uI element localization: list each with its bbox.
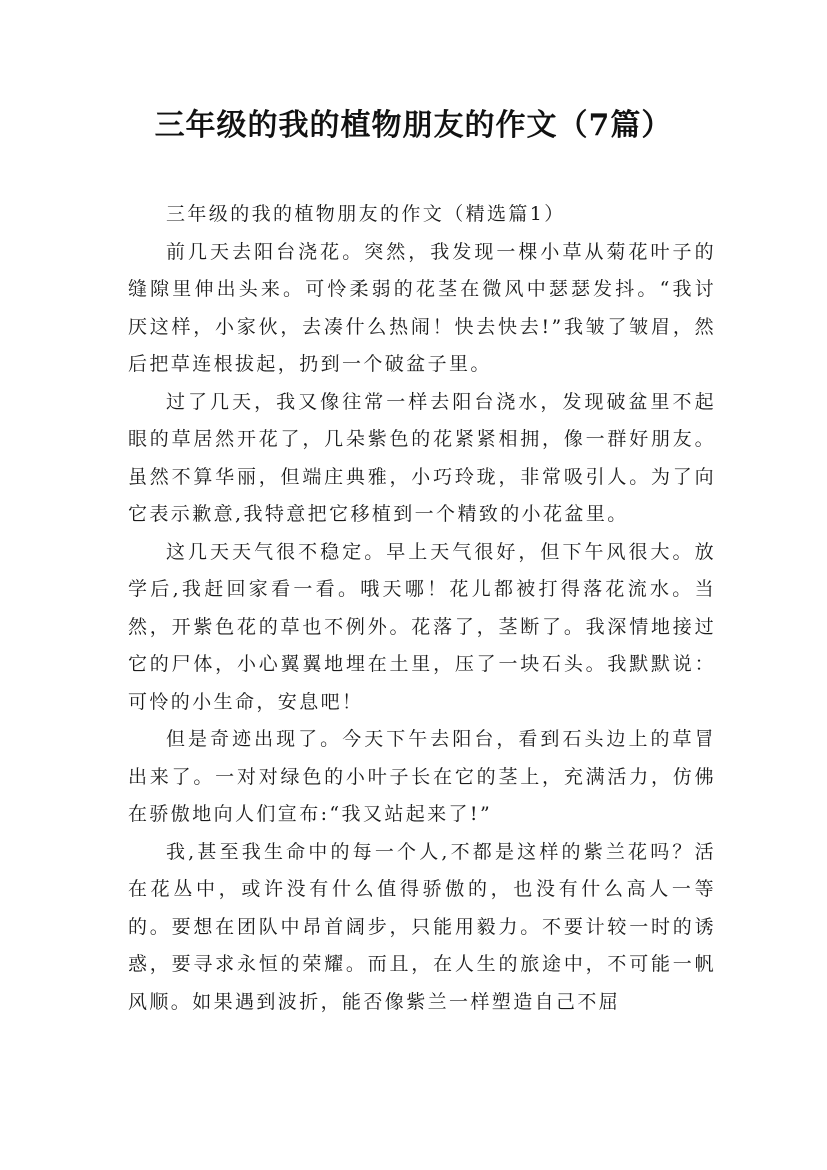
- document-title: 三年级的我的植物朋友的作文（7篇）: [154, 108, 673, 143]
- document-body: [128, 196, 716, 1021]
- section-heading: 三年级的我的植物朋友的作文（精选篇1）: [166, 203, 566, 225]
- paragraph-2: 过了几天，我又像往常一样去阳台浇水，发现破盆里不起眼的草居然开花了，几朵紫色的花紧紧相拥，像一群好朋友。虽然不算华丽，但端庄典雅，小巧玲珑，非常吸引人。为了向它表示歉意,我特意把它移植到一个精致的小花盆里。: [128, 390, 716, 525]
- paragraph-1: 前几天去阳台浇花。突然，我发现一棵小草从菊花叶子的缝隙里伸出头来。可怜柔弱的花茎在微风中瑟瑟发抖。“我讨厌这样，小家伙，去凑什么热闹！快去快去!”我皱了皱眉，然后把草连根拔起，扔到一个破盆子里。: [128, 240, 716, 375]
- paragraph-3: 这几天天气很不稳定。早上天气很好，但下午风很大。放学后,我赶回家看一看。哦天哪！花儿都被打得落花流水。当然，开紫色花的草也不例外。花落了，茎断了。我深情地接过它的尸体，小心翼翼地埋在土里，压了一块石头。我默默说：可怜的小生命，安息吧！: [128, 540, 716, 713]
- paragraph-4: 但是奇迹出现了。今天下午去阳台，看到石头边上的草冒出来了。一对对绿色的小叶子长在它的茎上，充满活力，仿佛在骄傲地向人们宣布:“我又站起来了!”: [128, 728, 716, 825]
- paragraph-5: 我,甚至我生命中的每一个人,不都是这样的紫兰花吗？活在花丛中，或许没有什么值得骄傲的，也没有什么高人一等的。要想在团队中昂首阔步，只能用毅力。不要计较一时的诱惑，要寻求永恒的荣耀。而且，在人生的旅途中，不可能一帆风顺。如果遇到波折，能否像紫兰一样塑造自己不屈: [128, 840, 716, 1013]
